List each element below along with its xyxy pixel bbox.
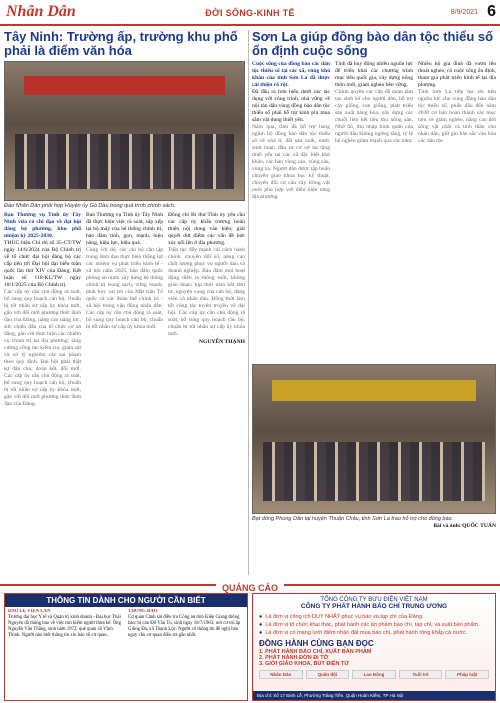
article-photo xyxy=(4,61,245,201)
column-divider xyxy=(248,30,249,575)
issue-date: 8/9/2021 xyxy=(450,9,478,16)
ad-service-item: 3. GIỚI GIÁO KHOA, BÚT ĐIỆN TỬ xyxy=(259,661,349,667)
notice-text: Trường đại học Y tế và Quản trị kinh doanh - Đại học Thái Nguyên đã thông báo về việc tìm kiếm người thừa kế. Ông Nguyễn Văn Thắng, sinh năm 1972; quê quán xã Vĩnh Thịnh. Người nào biết thông tin xin báo về cơ quan. xyxy=(8,615,121,638)
ads-section-header xyxy=(0,578,500,593)
notice-title: THÔNG TIN DÀNH CHO NGƯỜI CẦN BIẾT xyxy=(5,594,247,607)
article-paragraph: Tỉnh đã huy động nhiều nguồn lực để triển khai các chương trình mục tiêu quốc gia, xây dựng nông thôn mới, giảm nghèo bền vững. xyxy=(335,61,413,88)
article-headline: Sơn La giúp đồng bào dân tộc thiểu số ổn định cuộc sống xyxy=(252,29,494,58)
photo-caption: Đảo Nhân Dân phối hợp Huyện ủy Gò Dầu trong quá trình chính sách. xyxy=(4,203,176,209)
ad-company-name: TỔNG CÔNG TY BƯU ĐIỆN VIỆT NAM xyxy=(320,597,428,603)
notice-text: Cơ quan Cảnh sát điều tra Công an tỉnh Kiên Giang thông báo: bị can Đỗ Văn Tú, sinh ngày 18/7/1983; nơi cư trú ấp Giồng Đá, xã Thạnh Lộc. Người có thông tin đề nghị báo ngay cho cơ quan điều tra gần nhất. xyxy=(128,615,241,638)
ad-footer-address: Địa chỉ: Số 17 Đinh Lễ, Phường Tràng Tiền, Quận Hoàn Kiếm, TP Hà Nội xyxy=(253,691,495,700)
article-paragraph: Ban Thường vụ Tỉnh ủy Tây Ninh đã thực hiện việc rà soát, sắp xếp lại bộ máy của hệ thống chính trị, bảo đảm tinh, gọn, mạnh, hiệu năng, hiệu lực, hiệu quả. xyxy=(86,212,163,246)
ad-service-item: 2. PHÁT HÀNH ĐƠN ĐI TỜ xyxy=(259,655,329,661)
page-masthead xyxy=(0,0,500,26)
article-signature: NGUYỄN THẠNH xyxy=(198,339,245,345)
partner-logo: Lao Động xyxy=(352,670,396,679)
postal-advertisement xyxy=(252,593,496,701)
ads-section-title: QUẢNG CÁO xyxy=(216,583,284,593)
ad-bullet: ● Là đơn vị có mạng lưới điểm nhận đặt mua báo chí, phát hành rộng khắp cả nước. xyxy=(259,630,489,636)
notice-heading: BÁO LỆ VIỆN LAN xyxy=(8,609,51,614)
article-paragraph: THÚC hiện Chỉ thị số 35-CT/TW ngày 14/6/2024 của Bộ Chính trị về tổ chức đại hội đảng bộ các cấp tiến tới Đại hội đại biểu toàn quốc lần thứ XIV của Đảng; Kết luận số 118-KL/TW ngày 18/1/2025 của Bộ Chính trị. xyxy=(4,240,81,288)
article-paragraph: Đồng chí Bí thư Tỉnh ủy yêu cầu các cấp ủy khẩn trương hoàn thiện nội dung văn kiện; giải quyết dứt điểm các vấn đề bức xúc nổi lên ở địa phương. xyxy=(168,212,245,246)
ad-bullet: ● Là đơn vị tổ chức khai thác, phát hành các ấn phẩm báo chí, tạp chí, và xuất bản phẩm. xyxy=(259,622,489,628)
article-tay-ninh: Tây Ninh: Trường ấp, trường khu phố phải là điểm văn hóa Đảo Nhân Dân phối hợp Huyện ủy Gò Dầu trong quá trình chính sách. Bạn Thường vụ Tỉnh ủy Tây Ninh vừa có chỉ đạo về đại hội đảng bộ phường, khu phố nhiệm kỳ 2025-2030. THÚC hiện Chỉ thị số 35-CT/TW ngày 14/6/2024 của Bộ Chính trị về tổ chức đại hội đảng bộ các cấp tiến tới Đại hội đại biểu toàn quốc lần thứ XIV của Đảng; Kết luận số 118-KL/TW ngày 18/1/2025 của Bộ Chính trị. Các cấp ủy cần chủ động rà soát, bổ sung quy hoạch cán bộ, chuẩn bị tốt nhân sự cấp ủy khóa mới, gắn với đổi mới phương thức lãnh đạo của Đảng, nâng cao năng lực, sức chiến đấu của tổ chức cơ sở đảng, gắn với thực hiện các nhiệm vụ chính trị tại địa phương; tăng cường công tác kiểm tra, giám sát và xử lý nghiêm các sai phạm theo quy định. Đại hội phải thật sự dân chủ, đoàn kết, đổi mới. Các cấp ủy cần chủ động rà soát, bổ sung quy hoạch cán bộ, chuẩn bị tốt nhân sự cấp ủy khóa mới, gắn với đổi mới phương thức lãnh đạo của Đảng. Ban Thường vụ Tỉnh ủy Tây Ninh đã thực hiện việc rà soát, sắp xếp lại bộ máy của hệ thống chính trị, bảo đảm tinh, gọn, mạnh, hiệu năng, hiệu lực, hiệu quả. Cùng với đó, các chi bộ cần tập trung lãnh đạo thực hiện thắng lợi các nhiệm vụ phát triển kinh tế - xã hội năm 2025, bảo đảm quốc phòng an ninh; xây dựng hệ thống chính trị trong sạch, vững mạnh; phát huy vai trò của Mặt trận Tổ quốc và các đoàn thể chính trị - xã hội trong vận động nhân dân. Các cấp ủy cần chủ động rà soát, bổ sung quy hoạch cán bộ, chuẩn bị tốt nhân sự cấp ủy khóa mới. Đồng chí Bí thư Tỉnh ủy yêu cầu các cấp ủy khẩn trương hoàn thiện nội dung văn kiện; giải quyết dứt điểm các vấn đề bức xúc nổi lên ở địa phương. Tiếp tục đẩy mạnh cải cách hành chính, chuyển đổi số, nâng cao chất lượng phục vụ người dân và doanh nghiệp. Bảo đảm mọi hoạt động diễn ra thông suốt, không gián đoạn; kịp thời nắm bắt tâm tư, nguyện vọng của cán bộ, đảng viên và nhân dân. Đồng thời làm tốt công tác tuyên truyền về đại hội. Các cấp ủy cần chủ động rà soát, bổ sung quy hoạch cán bộ, chuẩn bị tốt nhân sự cấp ủy khóa mới. NGUYỄN THẠNH xyxy=(4,29,245,407)
newspaper-logo: Nhân Dân xyxy=(6,3,76,20)
notice-heading: THÔNG BÁO xyxy=(128,609,158,614)
partner-logo: Nhân Dân xyxy=(259,670,303,679)
article-headline: Tây Ninh: Trường ấp, trường khu phố phải là điểm văn hóa xyxy=(4,29,238,58)
article-paragraph: Đã đầu ra hơn hiếu dưới các tác dụng với công trình, nhà vững về nội tán dân vùng đồng bào dân tộc thiểu số phải hỗ trợ kinh phí mua sắm vật dụng thiết yếu. xyxy=(252,89,330,123)
article-lead: Bạn Thường vụ Tỉnh ủy Tây Ninh vừa có chỉ đạo về đại hội đảng bộ phường, khu phố nhiệm kỳ 2025-2030. xyxy=(4,212,81,239)
ad-bullet: ● Là đơn vị công ích DUY NHẤT phục vụ báo và tạp chí của Đảng. xyxy=(259,614,489,620)
photo-caption: Bạt đồng Phùng Dân tại huyện Thuận Châu, tỉnh Sơn La trao hỗ trợ cho đồng bào. xyxy=(252,516,454,522)
page-number: 6 xyxy=(487,3,496,20)
article-son-la: Sơn La giúp đồng bào dân tộc thiểu số ổn định cuộc sống Cuộc sống của đồng bào các dân tộc thiểu số tại các xã, vùng khó khăn của tỉnh Sơn La đã được cải thiện rõ rệt. Đã đầu ra hơn hiếu dưới các tác dụng với công trình, nhà vững về nội tán dân vùng đồng bào dân tộc thiểu số phải hỗ trợ kinh phí mua sắm vật dụng thiết yếu. Năm qua, tỉnh đã hỗ trợ hàng nghìn hộ đồng bào dân tộc thiểu số về nhà ở, đất sản xuất, nước sinh hoạt; đầu tư cơ sở hạ tầng thiết yếu tại các xã đặc biệt khó khăn, các bản vùng cao, vùng sâu, vùng xa. Người dân được tập huấn chuyển giao khoa học kỹ thuật, chuyển đổi cơ cấu cây trồng vật nuôi phù hợp với điều kiện từng địa phương. Tỉnh đã huy động nhiều nguồn lực để triển khai các chương trình mục tiêu quốc gia, xây dựng nông thôn mới, giảm nghèo bền vững. Chính quyền các cấp đã quan tâm tạo sinh kế cho người dân, hỗ trợ cây giống, con giống, phát triển sản xuất hàng hóa, xây dựng các chuỗi liên kết tiêu thụ nông sản. Nhờ đó, thu nhập bình quân của người dân không ngừng tăng, tỷ lệ hộ nghèo giảm mạnh qua các năm. Nhiều hộ gia đình đã vươn lên thoát nghèo, có cuộc sống ổn định, tham gia phát triển kinh tế tại địa phương. Tỉnh Sơn La tiếp tục ưu tiên nguồn lực cho vùng đồng bào dân tộc thiểu số, phấn đấu đến năm 2030 cơ bản hoàn thành các mục tiêu về giảm nghèo, nâng cao đời sống vật chất và tinh thần cho nhân dân, giữ gìn bản sắc văn hóa các dân tộc. Bạt đồng Phùng Dân tại huyện Thuận Châu, tỉnh Sơn La trao hỗ trợ cho đồng bào. Bài và ảnh: QUỐC TUẤN xyxy=(252,29,496,529)
partner-logo: Pháp luật xyxy=(445,670,489,679)
article-photo xyxy=(252,364,496,514)
ad-subsidiary-name: CÔNG TY PHÁT HÀNH BÁO CHÍ TRUNG ƯƠNG xyxy=(300,603,448,610)
ad-slogan: ĐỒNG HÀNH CÙNG BẠN ĐỌC xyxy=(259,639,374,648)
article-paragraph: Nhiều hộ gia đình đã vươn lên thoát nghèo, có cuộc sống ổn định, tham gia phát triển kinh tế tại địa phương. xyxy=(418,61,496,88)
public-notice-box xyxy=(4,593,248,701)
article-lead: Cuộc sống của đồng bào các dân tộc thiểu số tại các xã, vùng khó khăn của tỉnh Sơn La đã được cải thiện rõ rệt. xyxy=(252,61,330,88)
section-title: ĐỜI SỐNG-KINH TẾ xyxy=(205,8,295,18)
partner-logo: Quân đội xyxy=(306,670,350,679)
article-signature: Bài và ảnh: QUỐC TUẤN xyxy=(433,523,496,529)
ad-service-item: 1. PHÁT HÀNH BÁO CHÍ, XUẤT BẢN PHẨM xyxy=(259,649,372,655)
partner-logo: Tuổi trẻ xyxy=(399,670,443,679)
